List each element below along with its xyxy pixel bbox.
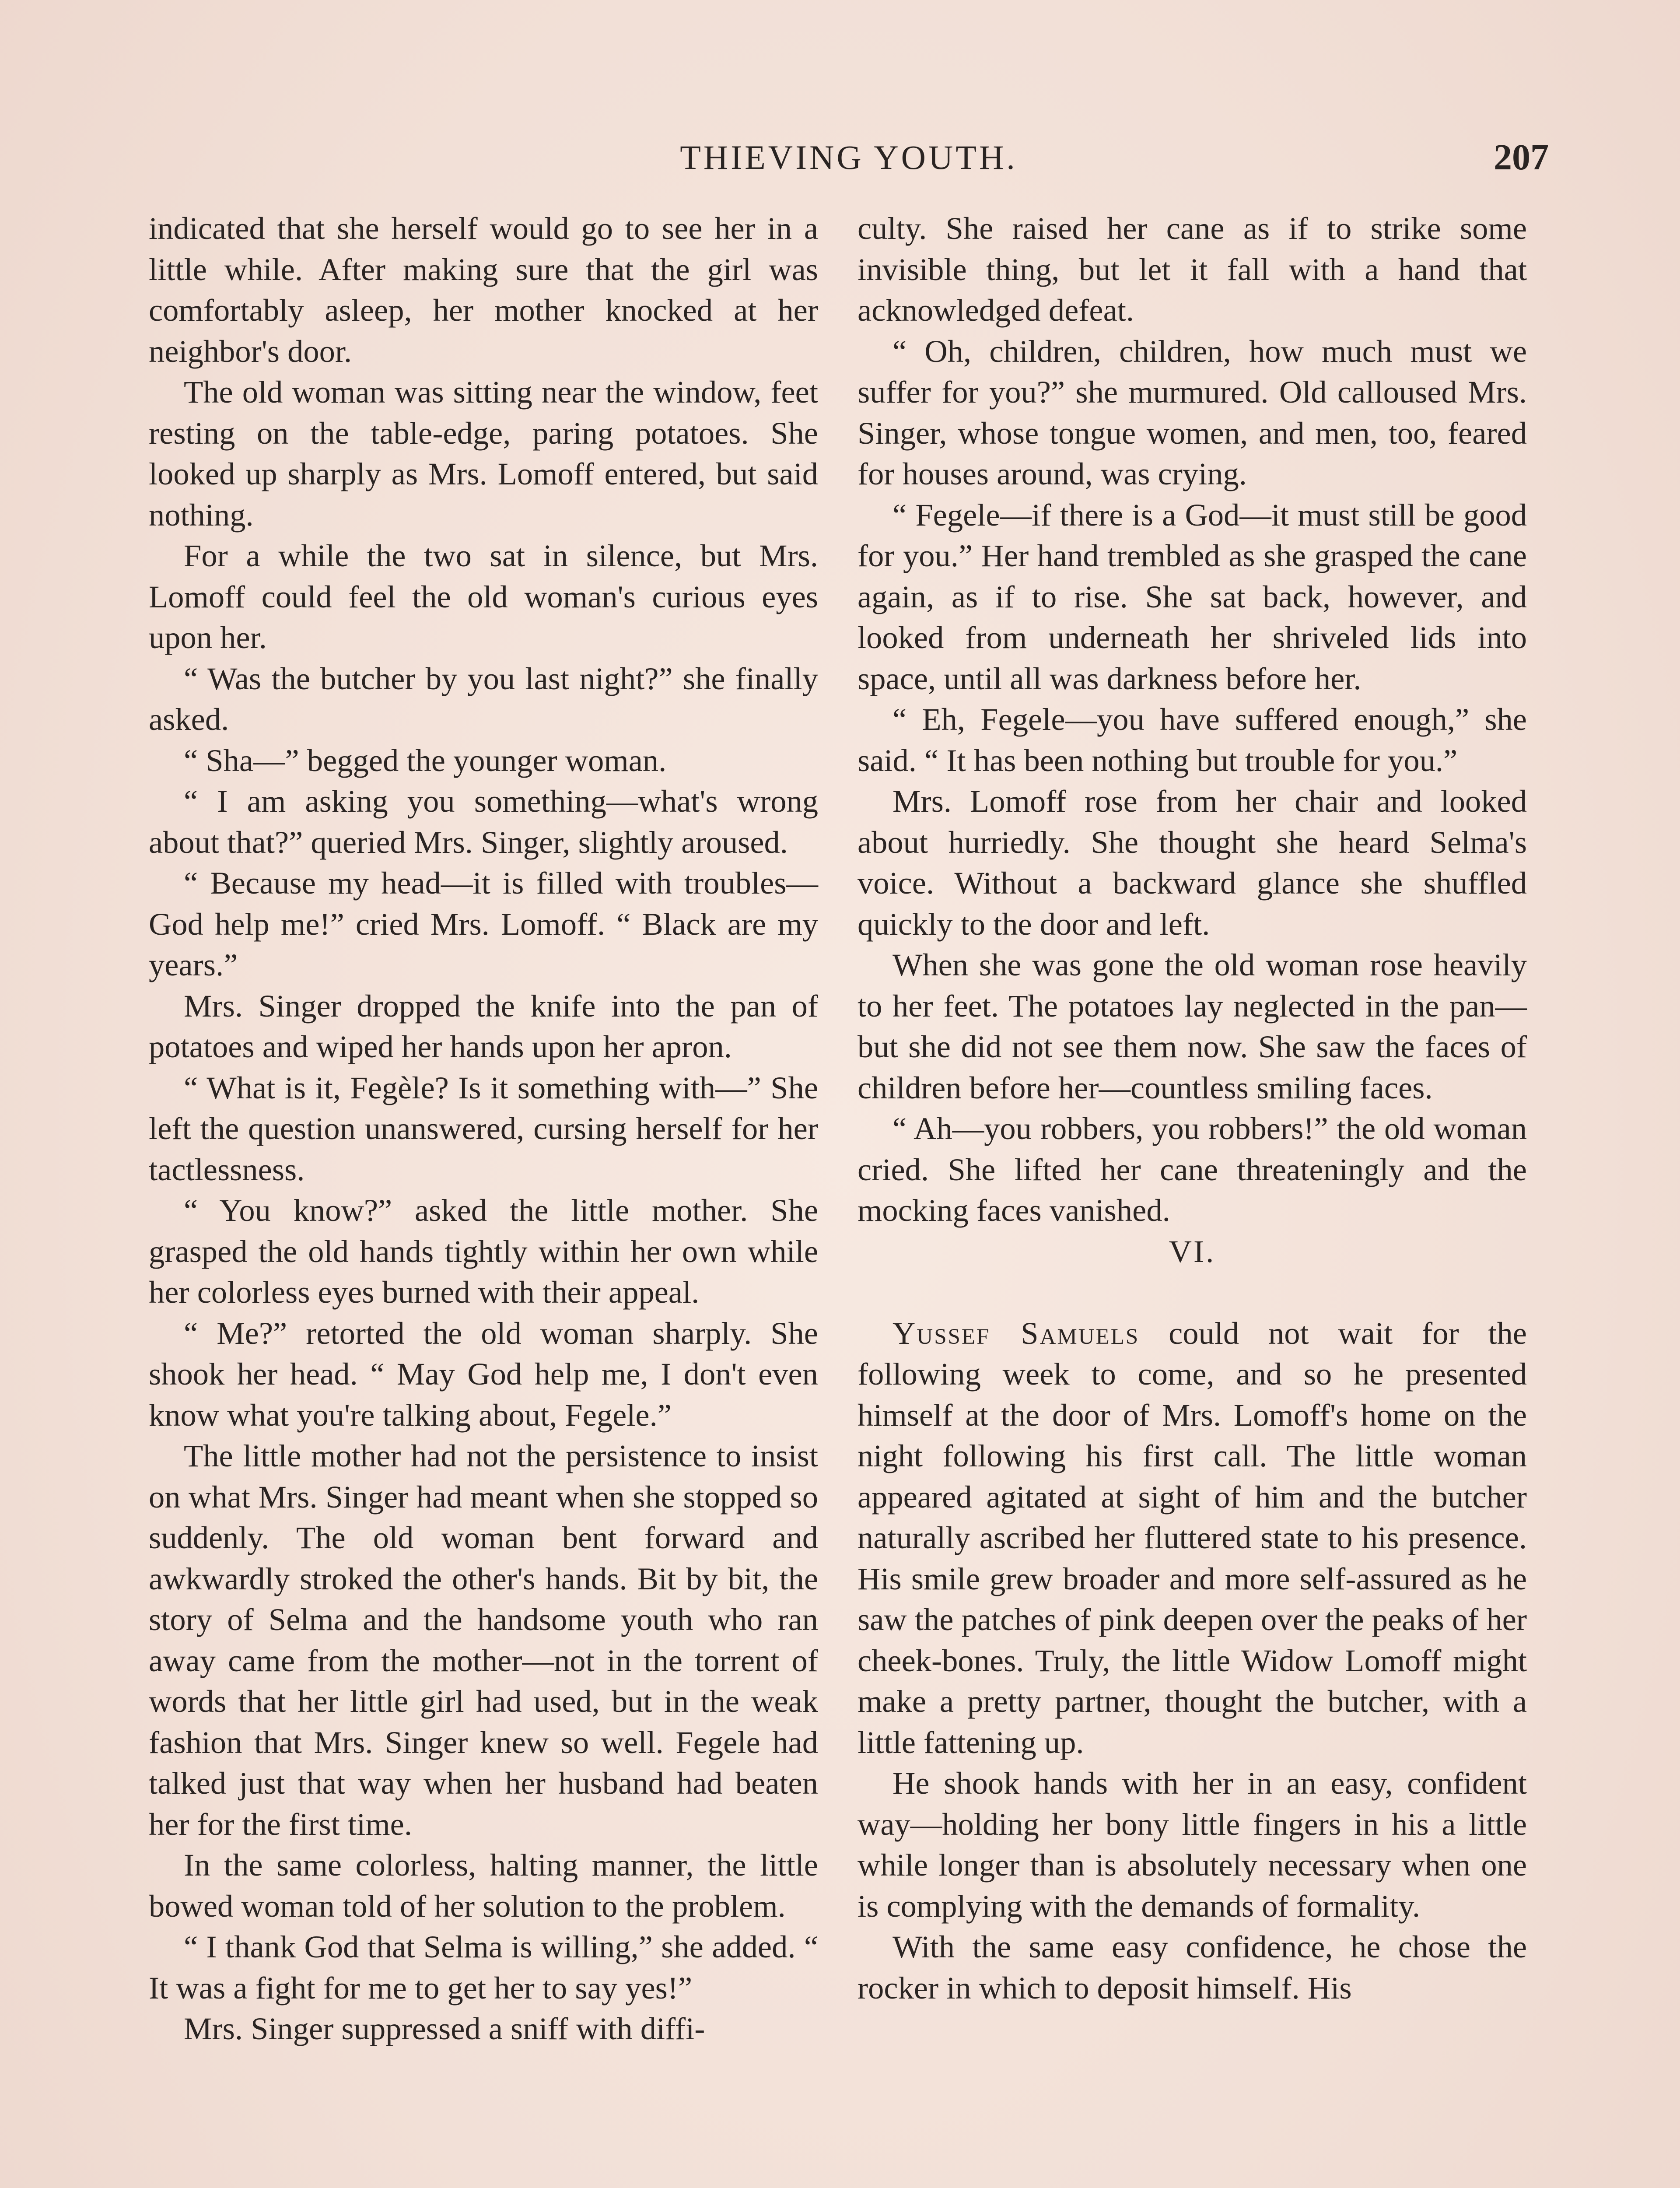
- paragraph: “ I am asking you something—what's wrong about that?” queried Mrs. Singer, slightly aroused.: [149, 783, 818, 860]
- paragraph: Mrs. Lomoff rose from her chair and looked about hurriedly. She thought she heard Selma's voice. Without a backward glance she shuffled quickly to the door and left.: [858, 783, 1527, 942]
- paragraph: “ Me?” retorted the old woman sharply. She shook her head. “ May God help me, I don't even know what you're talking about, Fegele.”: [149, 1315, 818, 1433]
- paragraph: The little mother had not the persistence to insist on what Mrs. Singer had meant when she stopped so suddenly. The old woman bent forward and awkwardly stroked the other's hands. Bit by bit, the story of Selma and the handsome youth who ran away came from the mother—not in the torrent of words that her little girl had used, but in the weak fashion that Mrs. Singer knew so well. Fegele had talked just that way when her husband had beaten her for the first time.: [149, 1438, 818, 1842]
- paragraph: He shook hands with her in an easy, confident way—holding her bony little fingers in his a little while longer than is absolutely necessary when one is complying with the demands of formality.: [858, 1765, 1527, 1924]
- paragraph: “ What is it, Fegèle? Is it something with—” She left the question unanswered, cursing herself for her tactlessness.: [149, 1069, 818, 1187]
- paragraph: “ Because my head—it is filled with troubles—God help me!” cried Mrs. Lomoff. “ Black are my years.”: [149, 865, 818, 982]
- paragraph: In the same colorless, halting manner, the little bowed woman told of her solution to the problem.: [149, 1847, 818, 1924]
- paragraph: “ Sha—” begged the younger woman.: [184, 742, 667, 778]
- paragraph: Mrs. Singer dropped the knife into the pan of potatoes and wiped her hands upon her apron.: [149, 988, 818, 1064]
- paragraph: For a while the two sat in silence, but Mrs. Lomoff could feel the old woman's curious eyes upon her.: [149, 538, 818, 655]
- left-column: [149, 208, 818, 2049]
- paragraph: “ You know?” asked the little mother. She grasped the old hands tightly within her own while her colorless eyes burned with their appeal.: [149, 1192, 818, 1310]
- paragraph: culty. She raised her cane as if to strike some invisible thing, but let it fall with a hand that acknowledged defeat.: [858, 210, 1527, 328]
- page-number: 207: [1494, 137, 1549, 178]
- right-column: [858, 208, 1527, 2008]
- paragraph: “ Oh, children, children, how much must we suffer for you?” she murmured. Old calloused Mrs. Singer, whose tongue women, and men, too, feared for houses around, was crying.: [858, 333, 1527, 491]
- section-opening-paragraph: [858, 1313, 1527, 1763]
- section-number: VI.: [1169, 1233, 1216, 1269]
- paragraph: The old woman was sitting near the window, feet resting on the table-edge, paring potatoes. She looked up sharply as Mrs. Lomoff entered, but said nothing.: [149, 374, 818, 533]
- paragraph: Mrs. Singer suppressed a sniff with diffi-: [184, 2011, 705, 2046]
- paragraph: “ Fegele—if there is a God—it must still be good for you.” Her hand trembled as she grasped the cane again, as if to rise. She sat back, however, and looked from underneath her shriveled lids into space, until all was darkness before her.: [858, 497, 1527, 696]
- paragraph: With the same easy confidence, he chose the rocker in which to deposit himself. His: [858, 1929, 1527, 2006]
- paragraph: “ Was the butcher by you last night?” she finally asked.: [149, 660, 818, 737]
- section-opening-text: could not wait for the following week to come, and so he presented himself at the door of Mrs. Lomoff's home on the night following his first call. The little woman appeared agitated at sight of him and the butcher naturally ascribed her fluttered state to his presence. His smile grew broader and more self-assured as he saw the patches of pink deepen over the peaks of her cheek-bones. Truly, the little Widow Lomoff might make a pretty partner, thought the butcher, with a little fattening up.: [858, 1315, 1527, 1760]
- paragraph: “ Eh, Fegele—you have suffered enough,” she said. “ It has been nothing but trouble for you.”: [858, 701, 1527, 778]
- paragraph: indicated that she herself would go to see her in a little while. After making sure that the girl was comfortably asleep, her mother knocked at her neighbor's door.: [149, 210, 818, 369]
- paragraph: “ Ah—you robbers, you robbers!” the old woman cried. She lifted her cane threateningly and the mocking faces vanished.: [858, 1111, 1527, 1228]
- paragraph: When she was gone the old woman rose heavily to her feet. The potatoes lay neglected in the pan—but she did not see them now. She saw the faces of children before her—countless smiling faces.: [858, 947, 1527, 1105]
- page-header: [149, 131, 1549, 184]
- paragraph: “ I thank God that Selma is willing,” she added. “ It was a fight for me to get her to say yes!”: [149, 1929, 818, 2006]
- running-title: THIEVING YOUTH.: [680, 138, 1018, 176]
- section-opening-name: Yussef Samuels: [892, 1315, 1140, 1351]
